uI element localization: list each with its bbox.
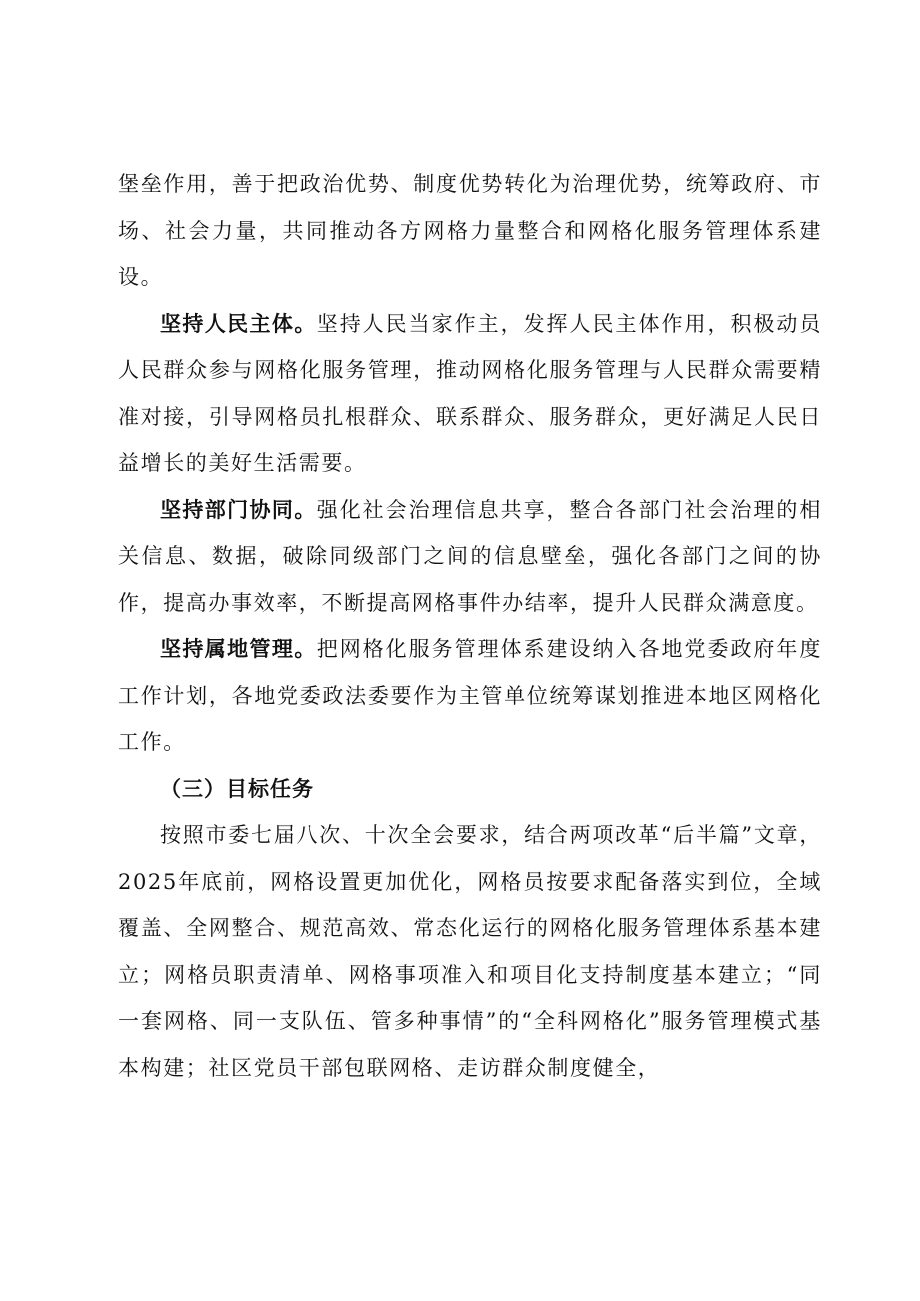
paragraph-lead: 坚持属地管理。 <box>160 637 317 661</box>
paragraph-text: 堡垒作用，善于把政治优势、制度优势转化为治理优势，统筹政府、市场、社会力量，共同推动各方网格力量整合和网格化服务管理体系建设。 <box>118 172 822 289</box>
paragraph-text: 强化社会治理信息共享，整合各部门社会治理的相关信息、数据，破除同级部门之间的信息壁垒，强化各部门之间的协作，提高办事效率，不断提高网格事件办结率，提升人民群众满意度。 <box>118 497 822 615</box>
document-body <box>118 161 822 1091</box>
paragraph-lead: 坚持部门协同。 <box>160 497 317 522</box>
paragraph-department-coordination <box>118 487 822 627</box>
section-heading: （三）目标任务 <box>160 776 314 801</box>
paragraph-territorial-management <box>118 626 822 766</box>
paragraph-people-principal <box>118 301 822 487</box>
paragraph-text: 坚持人民当家作主，发挥人民主体作用，积极动员人民群众参与网格化服务管理，推动网格化服务管理与人民群众需要精准对接，引导网格员扎根群众、联系群众、服务群众，更好满足人民日益增长的美好生活需要。 <box>118 311 822 475</box>
paragraph-text: 按照市委七届八次、十次全会要求，结合两项改革“后半篇”文章，2025年底前，网格设置更加优化，网格员按要求配备落实到位，全域覆盖、全网整合、规范高效、常态化运行的网格化服务管理体系基本建立；网格员职责清单、网格事项准入和项目化支持制度基本建立；“同一套网格、同一支队伍、管多种事情”的“全科网格化”服务管理模式基本构建；社区党员干部包联网格、走访群众制度健全， <box>118 823 822 1080</box>
paragraph-lead: 坚持人民主体。 <box>160 311 317 336</box>
paragraph-continuation <box>118 161 822 301</box>
paragraph-text: 把网格化服务管理体系建设纳入各地党委政府年度工作计划，各地党委政法委要作为主管单位统筹谋划推进本地区网格化工作。 <box>118 637 822 754</box>
paragraph-targets <box>118 812 822 1091</box>
